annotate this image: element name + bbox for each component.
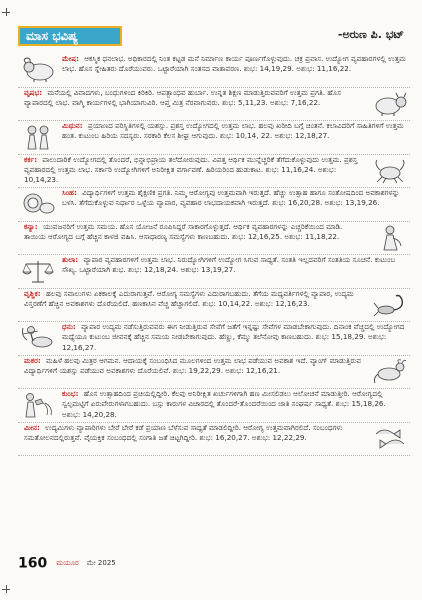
sign-name: ಧನು:	[62, 322, 76, 331]
unlucky-dates: ಅಶುಭ: 12,16,27.	[62, 332, 387, 352]
gemini-twins-icon	[20, 124, 56, 150]
sign-prediction: ಮನೆಯಲ್ಲಿ ವಿವಾದಗಳು, ಬಂಧುಗಳಿಂದ ಕಿರಿಕಿರಿ. ಆಪತ್ಬಾಂಧವ ಹುರ್ಬಾ. ಉನ್ನತ ಶಿಕ್ಷಣ ಮಾಡುತ್ತಿರುವವರಿಗೆ ಉತ್ತಮ ಪ್ರಗತಿ. ಹೊಸ ವ್ಯಾಪಾರದಲ್ಲಿ ಲಾಭ. ವಾಗ್ಮಿ ಕಾರ್ಯಗಳಲ್ಲಿ ಭಾಗಿಯಾಗುವಿರಿ. ಆಪ್ತ ಮಿತ್ರ ನೆರವಾಗುವರು.	[24, 87, 342, 107]
sign-entry-cancer	[18, 155, 410, 189]
issue-date: ಮೇ 2025	[86, 559, 116, 567]
sign-prediction: ಹೊಸ ಉತ್ಸಾಹದಿಂದ ಪ್ರಚಿಯಲ್ಲಿದ್ದೀರಿ. ಕೆಲವು ಅನಿರೀಕ್ಷಿತ ಖರ್ಚುಗಳಿಗಾಗಿ ಹಣ ಮೀಸಲಿಡಲು ಆಲೋಚನೆ ಮಾಡುತ್ತೀರಿ. ಆರೋಗ್ಯದಲ್ಲಿ ಸ್ವಲ್ಪಮಟ್ಟಿಗೆ ಏರುಪೇರುಗಳಾಗಬಹುದು. ಬಸ್ಸು ಕಾರುಗಳ ವಿಚಾರದಲ್ಲಿ ತೊಂದರೆ-ತೊಂದರೆಯಿಂದ ಜಾತಿ ಸಂಘರ್ಷ ಸಾಧ್ಯತೆ.	[62, 389, 383, 409]
unlucky-dates: ಅಶುಭ: 12,16,23.	[254, 298, 310, 308]
sign-name: ತುಲಾ:	[62, 255, 79, 264]
cancer-crab-icon	[372, 158, 408, 184]
sign-entry-sagittarius	[18, 322, 410, 356]
aries-ram-icon	[20, 57, 56, 83]
sign-prediction: ವ್ಯಾಪಾರ ವ್ಯವಹಾರಗಳಿಗೆ ಉತ್ತಮ ಲಾಭ. ನಿರುದ್ಯೋಗಿಗಳಿಗೆ ಉದ್ಯೋಗ ಸಿಗುವ ಸಾಧ್ಯತೆ. ಸಂತತಿ ಇಲ್ಲದವರಿಗೆ ಸಂತತಿಯ ಸೂಚನೆ. ಕುಟುಂಬ ಸೌಖ್ಯ. ಒಟ್ಟಾರೆಯಾಗಿ ಶುಭ.	[62, 255, 396, 275]
lucky-dates: ಶುಭ: 15,18,26.	[335, 399, 386, 409]
sign-prediction: ವಿದ್ಯಾರ್ಥಿಗಳಿಗೆ ಉತ್ತಮ ಶೈಕ್ಷಣಿಕ ಪ್ರಗತಿ. ನಿಮ್ಮ ಆರೋಗ್ಯವು ಉತ್ತಮವಾಗಿ ಇರುತ್ತದೆ. ಹೆಚ್ಚು ಉತ್ಸಾಹ ಹಾಗೂ ಸಂತೋಷದಿಂದ ಅವಕಾಶಗಳನ್ನು ಬಳಸಿ. ತೆಗೆದುಕೊಳ್ಳುವ ನಿರ್ಧಾರ ಒಳ್ಳೆಯ ವ್ಯಾಪಾರ, ವ್ಯವಹಾರ ಲಾಭದಾಯಕವಾಗಿ ಇರುತ್ತದೆ.	[62, 188, 400, 208]
sign-name: ಸಿಂಹ:	[62, 188, 77, 197]
section-title: ಮಾಸ ಭವಿಷ್ಯ	[18, 26, 122, 46]
lucky-dates: ಶುಭ: 14,19,29.	[243, 64, 294, 74]
virgo-maiden-icon	[372, 225, 408, 251]
sign-name: ಮಿಥುನ:	[62, 121, 83, 130]
crop-mark	[2, 12, 10, 13]
lucky-dates: ಶುಭ: 12,16,25.	[231, 231, 283, 241]
aquarius-water-bearer-icon	[20, 392, 56, 418]
sign-prediction: ವ್ಯಾಪಾರ ಉದ್ಯಮ ನಡೆಸುತ್ತಿರುವವರು ಈಗ ನೀಡುತ್ತಿರುವ ಸೇವೆಗೆ ಜತೆಗೆ ಇನ್ನಷ್ಟು ಸೇವೆಗಳ ಮಾಡಬೇಕಾಗುವುದು. ದಿನಾಂಕ ವೆಚ್ಚದಲ್ಲಿ ಉದ್ಯೋಗದ ಮಧ್ಯೆಯೂ ಕುಟುಂಬ ಜೀವನಕ್ಕೆ ಹೆಚ್ಚಿನ ಸಮಯ ನೀಡಬೇಕಾಗುವುದು. ಹೆಣ್ಣು, ಕೆಮ್ಮು ತಲೆನೋವು ಕಾಣಬಹುದು.	[62, 322, 405, 342]
unlucky-dates: ಅಶುಭ: 11,16,22.	[296, 64, 352, 74]
sign-prediction: ಪ್ರಯಾಣದ ಪರಿಸ್ಥಿತಿಗಳಲ್ಲಿ ಯಶಸ್ಸು. ಪ್ರಶಸ್ತ ಉದ್ಯೋಗದಲ್ಲಿ ಉತ್ತಮ ಲಾಭ. ಹಲವು ಖರೀದಿ ಬಗ್ಗೆ ಚಿಂತನೆ. ಕಲಾವಿದರಿಗೆ ಸಾಹಿತಿಗಳಿಗೆ ಉತ್ತಮ ಹಂತ. ಕುಟುಂಬ ಹಿರಿಯ ಸದಸ್ಯರು. ಸರಕಾರಿ ಕೆಲಸ ಶೀಘ್ರ ಆಗುವುದು.	[62, 121, 404, 141]
lucky-dates: ಶುಭ: 10,14, 22.	[219, 131, 273, 141]
lucky-dates: ಶುಭ: 16,20,28.	[272, 198, 323, 208]
sign-name: ಕನ್ಯಾ:	[24, 221, 38, 231]
unlucky-dates: ಅಶುಭ: 12,18,27.	[274, 131, 330, 141]
unlucky-dates: ಅಶುಭ: 7,16,22.	[270, 97, 321, 107]
unlucky-dates: ಅಶುಭ: 12,22,29.	[251, 432, 307, 442]
sign-name: ಕರ್ಕ:	[24, 154, 38, 164]
sign-name: ವೃಷಭ:	[24, 87, 43, 97]
leo-lion-icon	[20, 191, 56, 217]
sign-entry-aries	[18, 54, 410, 88]
sign-name: ವೃಶ್ಚಿಕ:	[24, 288, 41, 298]
page-number: 160	[18, 555, 48, 572]
sign-prediction: ಉದ್ಯಮಿಗಳು ವ್ಯಾಪಾರಿಗಳು ಬೇರೆ ಬೇರೆ ಕಡೆ ಪ್ರಯಾಣ ಬೆಳೆಸುವ ಸಾಧ್ಯತೆ ಮಾಡಲಿದ್ದೀರಿ. ಆರೋಗ್ಯ ಉತ್ತಮವಾಗಿರಲಿದೆ. ಸಂಬಂಧಗಳು ಸಮತೋಲನದಲ್ಲಿರುತ್ತವೆ. ವೈಯಕ್ತಿಕ ಸಂಬಂಧದಲ್ಲಿ ಸಂಗಾತಿ ಜತೆ ಚಿಟ್ಟಗಿದ್ದೀರಿ.	[24, 422, 343, 442]
lucky-dates: ಶುಭ: 12,18,24.	[128, 265, 179, 275]
capricorn-goat-icon	[372, 359, 408, 385]
crop-mark	[2, 589, 10, 590]
lucky-dates: ಶುಭ: 16,20,27.	[199, 432, 250, 442]
horoscope-list	[18, 54, 410, 548]
lucky-dates: ಶುಭ: 10,14,22.	[202, 298, 253, 308]
scorpio-scorpion-icon	[372, 292, 408, 318]
sagittarius-archer-icon	[20, 325, 56, 351]
unlucky-dates: ಅಶುಭ: 13,19,26.	[324, 198, 380, 208]
sign-entry-virgo	[18, 222, 410, 256]
sign-entry-taurus	[18, 88, 410, 122]
taurus-bull-icon	[372, 91, 408, 117]
sign-entry-capricorn	[18, 356, 410, 390]
sign-prediction: ಯುವಜನರಿಗೆ ಉತ್ತಮ ಸಮಯ. ಹೊಸ ಯೋಜನೆ ರೂಪಿಸಿದ್ದರೆ ಸಾಕಾರಗೊಳ್ಳುತ್ತದೆ. ಆರ್ಥಿಕ ವ್ಯವಹಾರಗಳನ್ನು ಎಚ್ಚರಿಕೆಯಿಂದ ಮಾಡಿ. ತಾಯಿಯ ಆರೋಗ್ಯದ ಬಗ್ಗೆ ಹೆಚ್ಚಿನ ಕಾಳಜಿ ವಹಿಸಿ. ಆಸಾಧಾರಣ್ಯ ಸಮಸ್ಯೆಗಳು ಕಾಣಬಹುದು.	[24, 221, 343, 241]
unlucky-dates: ಅಶುಭ: 12,16,21.	[225, 365, 281, 375]
sign-name: ಕುಂಭ:	[62, 389, 79, 398]
lucky-dates: ಶುಭ: 15,18,29.	[315, 332, 366, 342]
sign-prediction: ಆಕಸ್ಮಿಕ ಧನಲಾಭ. ಅಧಿಕಾರದಲ್ಲಿ ನಿಂತ ಕಟ್ಟಡ ಮನೆ ನಿರ್ಮಾಣ ಕಾರ್ಯ ಪೂರ್ಣಗೊಳ್ಳುವುದು. ಚಕ್ರ ಪ್ರವಾಸ. ಉದ್ಯೋಗ ವ್ಯವಹಾರಗಳಲ್ಲಿ ಉತ್ತಮ ಲಾಭ. ಹೊಸ ಸ್ನೇಹಿತರು ದೊರೆಯುವರು. ಒಟ್ಟಾರೆಯಾಗಿ ಸಂತಸದ ವಾತಾವರಣ.	[62, 54, 407, 74]
pisces-fish-icon	[372, 426, 408, 452]
page-header	[14, 26, 410, 48]
lucky-dates: ಶುಭ: 19,22,29.	[172, 365, 223, 375]
sign-name: ಮಕರ:	[24, 355, 41, 365]
magazine-logo: ಮಯೂರ	[56, 559, 79, 567]
sign-entry-libra	[18, 255, 410, 289]
lucky-dates: ಶುಭ: 5,11,23.	[222, 97, 268, 107]
sign-entry-pisces	[18, 423, 410, 457]
sign-entry-gemini	[18, 121, 410, 155]
sign-prediction: ಮಹಿಳೆ ಹಲವು ಮಿತ್ರರ ಆಗಮನ. ಆದಾಯಕ್ಕೆ ಸಂಬಂಧಿಸಿದ ಮೂಲಗಳಿಂದ ಉತ್ತಮ ಲಾಭ ಪಡೆಯುವ ಅವಕಾಶ ಇದೆ. ವ್ಯಾಂಗ್ ಮಾಡುತ್ತಿರುವ ವಿದ್ಯಾರ್ಥಿಗಳಿಗೆ ಯಶಸ್ಸು ಪಡೆಯುವ ಅವಕಾಶಗಳು ದೊರೆಯಲಿವೆ.	[24, 355, 362, 375]
sign-name: ಮೀನ:	[24, 422, 40, 432]
page-footer	[18, 553, 218, 571]
sign-name: ಮೇಷ:	[62, 54, 79, 63]
sign-prediction: ಹಲವು ಸವಾಲುಗಳು ಏಕಕಾಲಕ್ಕೆ ಎದುರಾಗುತ್ತವೆ. ಆರೋಗ್ಯ ಸಮಸ್ಯೆಗಳು ಎದುರಾಗಬಹುದು. ತೆಗೆಯ ಮಧ್ಯವರ್ತಿಗಳಲ್ಲಿ ವ್ಯಾಪಾರ, ಉದ್ಯಮ ವಿಸ್ತರಣೆಗೆ ಹೆಚ್ಚಿನ ಅವಕಾಶಗಳು ದೊರೆಯಲಿದೆ. ಹಣಕಾಸಿನ ವೆಚ್ಚ ಹೆಚ್ಚಾಗಲಿದೆ.	[24, 288, 354, 308]
author-byline: -ಅರುಣ ಪಿ. ಭಟ್	[337, 28, 404, 41]
unlucky-dates: ಅಶುಭ: 10,14,23.	[24, 164, 337, 185]
unlucky-dates: ಅಶುಭ: 11,18,22.	[284, 231, 340, 241]
sign-prediction: ಪಾಲುದಾರಿಕೆ ಉದ್ಯೋಗದಲ್ಲಿ ತೊಂದರೆ, ಭಿನ್ನಾಭಿಪ್ರಾಯ ತಲೆದೋರುವುದು. ವಿಪತ್ತ ಆರ್ಥಿಕ ಮುನ್ನೆಚ್ಚರಿಕೆ ತೆಗೆದುಕೊಳ್ಳುವುದು ಉತ್ತಮ. ಪ್ರಶಸ್ತ ವ್ಯವಹಾರದಲ್ಲಿ ಉತ್ತಮ ಲಾಭ. ಸರ್ಕಾರಿ ಉದ್ಯೋಗಿಗಳಿಗೆ ಅನಿರೀಕ್ಷಿತ ವರ್ಗಾವಣೆ. ಹಿರಿಯರಿಂದ ಹುಡುಕಾಟ.	[24, 154, 358, 174]
sign-entry-aquarius	[18, 389, 410, 423]
libra-scales-icon	[20, 258, 56, 284]
unlucky-dates: ಅಶುಭ: 13,19,27.	[180, 265, 236, 275]
unlucky-dates: ಅಶುಭ: 14,20,28.	[62, 409, 117, 419]
lucky-dates: ಶುಭ: 11,16,24.	[265, 164, 316, 174]
sign-entry-scorpio	[18, 289, 410, 323]
sign-entry-leo	[18, 188, 410, 222]
